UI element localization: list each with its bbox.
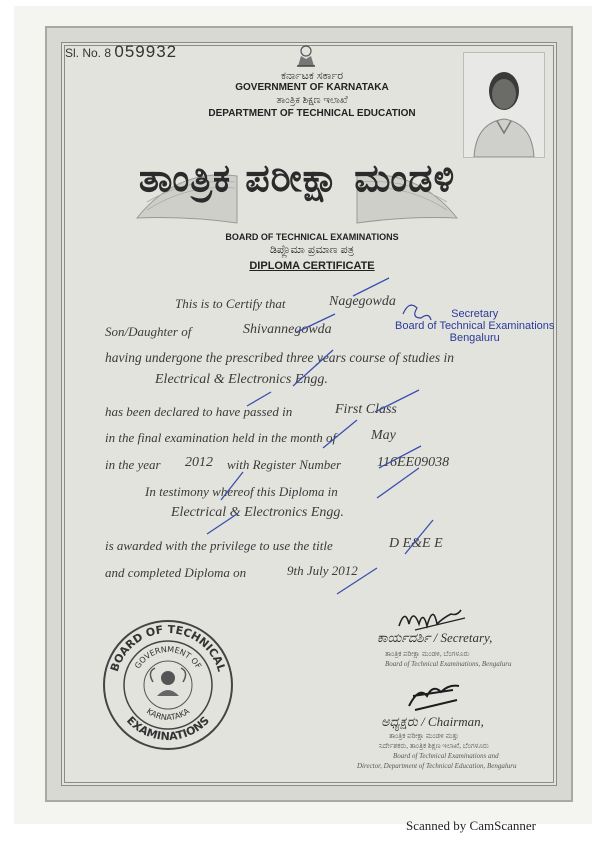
seal-top-text: BOARD OF TECHNICAL [107,622,229,674]
board-name: BOARD OF TECHNICAL EXAMINATIONS [225,232,399,242]
son-of-text: Son/Daughter of [105,324,192,339]
chairman-signature-icon [403,676,473,716]
serial-value: 059932 [114,42,178,61]
completed-date: 9th July 2012 [287,563,358,578]
completed-text: and completed Diploma on [105,565,247,580]
scanned-page [14,6,592,824]
register-text: with Register Number [227,457,342,472]
chairman-sub-1: ತಾಂತ್ರಿಕ ಪರೀಕ್ಷಾ ಮಂಡಳಿ ಮತ್ತು [389,732,459,740]
year-text: in the year [105,457,161,472]
header-kannada-dept: ತಾಂತ್ರಿಕ ಶಿಕ್ಷಣ ಇಲಾಖೆ [276,95,348,106]
secretary-signature-icon [395,600,475,634]
diploma-certificate [45,26,573,802]
board-seal-icon [101,618,235,752]
seal-inner-top: GOVERNMENT OF [133,644,203,671]
register-number: 116EE09038 [377,455,450,470]
seal-bottom-text: EXAMINATIONS [124,713,212,744]
awarded-text: is awarded with the privilege to use the title [105,538,333,553]
chairman-sub-2: ನಿರ್ದೇಶಕರು, ತಾಂತ್ರಿಕ ಶಿಕ್ಷಣ ಇಲಾಖೆ, ಬೆಂಗಳೂರು [379,742,489,750]
header-kannada-gov: ಕರ್ನಾಟಕ ಸರ್ಕಾರ [280,70,344,82]
serial-label: Sl. No. 8 [65,46,112,60]
seal-inner-bottom: KARNATAKA [144,706,192,723]
final-exam-text: in the final examination held in the month of [105,430,337,445]
kannada-title: ಡಿಪ್ಲೊಮಾ ಪ್ರಮಾಣ ಪತ್ರ [269,244,354,256]
banner-title: ತಾಂತ್ರಿಕ ಪರೀಕ್ಷಾ ಮಂಡಳಿ [138,156,456,200]
chairman-title: ಅಧ್ಯಕ್ಷರು / Chairman, [381,714,484,729]
title-abbreviation: D E&E E [389,536,443,551]
scanner-footer: Scanned by CamScanner [406,818,536,833]
parent-name: Shivannegowda [243,322,332,337]
header-gov: GOVERNMENT OF KARNATAKA [235,82,389,93]
stamp-line-1: Secretary [451,308,499,320]
stamp-line-2: Board of Technical Examinations [395,320,555,332]
secretary-sub-1: ತಾಂತ್ರಿಕ ಪರೀಕ್ಷಾ ಮಂಡಳಿ, ಬೆಂಗಳೂರು [385,650,470,658]
declared-text: has been declared to have passed in [105,404,293,419]
exam-month: May [371,428,396,443]
chairman-sub-3: Board of Technical Examinations and [393,752,499,760]
secretary-stamp [395,308,554,344]
branch-name-2: Electrical & Electronics Engg. [171,505,344,520]
testimony-text: In testimony whereof this Diploma in [145,484,338,499]
certify-text: This is to Certify that [175,296,286,311]
class-result: First Class [335,402,397,417]
candidate-name: Nagegowda [329,294,396,309]
branch-name: Electrical & Electronics Engg. [155,372,328,387]
certificate-title: DIPLOMA CERTIFICATE [249,260,375,272]
secretary-sub-2: Board of Technical Examinations, Bengaluru [385,660,512,668]
chairman-sub-4: Director, Department of Technical Education, Bengaluru [357,762,517,770]
undergone-text: having undergone the prescribed three years course of studies in [105,350,455,365]
exam-year: 2012 [185,455,213,470]
secretary-title: ಕಾರ್ಯದರ್ಶಿ / Secretary, [377,630,493,645]
stamp-line-3: Bengaluru [449,332,500,344]
header-dept: DEPARTMENT OF TECHNICAL EDUCATION [208,108,416,119]
